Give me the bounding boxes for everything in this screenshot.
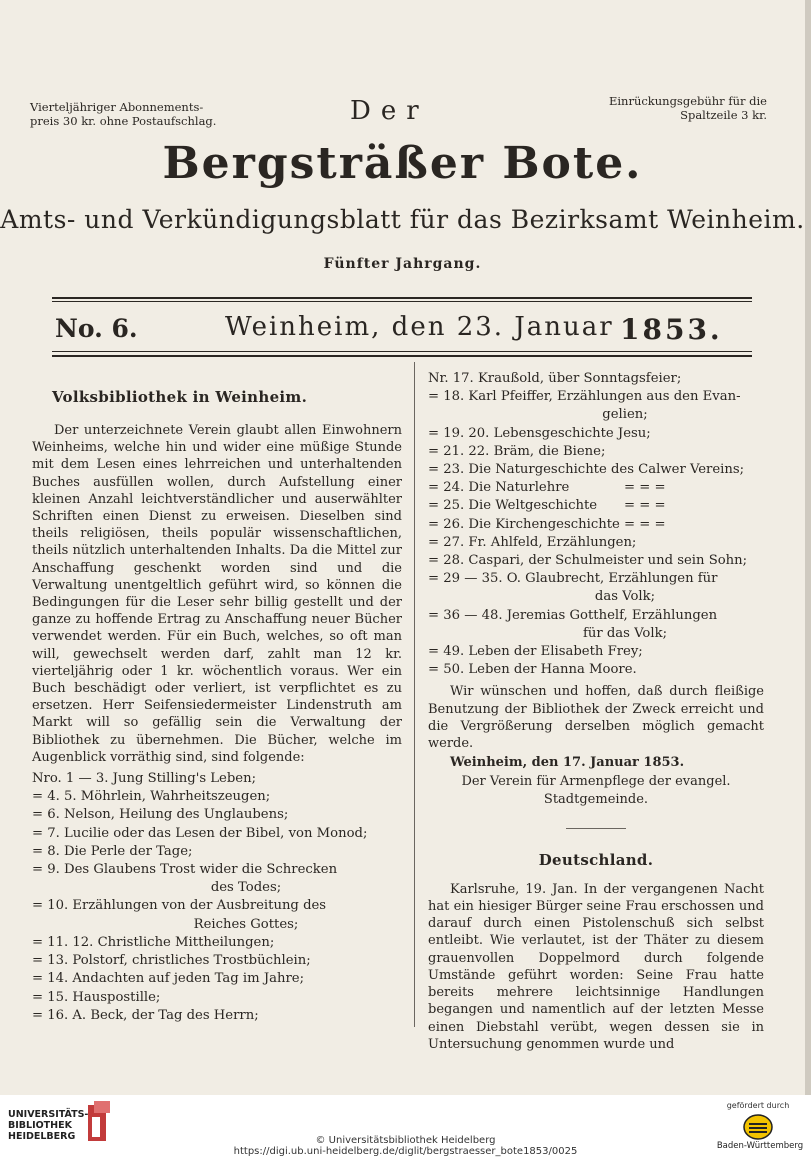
- library-footer: [0, 1095, 811, 1157]
- article-paragraph: Der unterzeichnete Verein glaubt allen Einwohnern Weinheims, welche hin und wider eine müßige Stunde mit dem Lesen eines lehrreichen und unterhaltenden Buches ausfüllen wollen, durch Aufstellung einer kleinen Anzahl leichtverständlicher und auserwählter Schriften einen Dienst zu erweisen. Dieselben sind theils religiösen, theils populär wissenschaftlichen, theils nützlich unterhaltenden Inhalts. Da die Mittel zur Anschaffung geschenkt worden sind und die Verwaltung unentgeltlich geführt wird, so können die Bedingungen für die Leser sehr billig gestellt und der ganze zu hoffende Ertrag zu Anschaffung neuer Bücher verwendet werden. Für ein Buch, welches, so oft man will, gewechselt werden darf, zahlt man 12 kr. vierteljährig oder 1 kr. wöchentlich voraus. Wer ein Buch beschädigt oder verliert, ist verpflichtet es zu ersetzen. Herr Seifensiedermeister Lindenstruth am Markt will so gefällig sein die Verwaltung der Bibliothek zu übernehmen. Die Bücher, welche im Augenblick vorräthig sind, sind folgende:: [32, 423, 402, 765]
- ditto-marks: = = =: [624, 498, 666, 514]
- ditto-marks: = = =: [624, 480, 666, 496]
- masthead-title: Bergsträßer Bote.: [162, 138, 643, 189]
- state-coat-of-arms-icon: [742, 1113, 774, 1141]
- list-item: = 4. 5. Möhrlein, Wahrheitszeugen;: [32, 789, 271, 805]
- permalink[interactable]: https://digi.ub.uni-heidelberg.de/diglit/bergstraesser_bote1853/0025: [233, 1146, 578, 1157]
- list-item: = 8. Die Perle der Tage;: [32, 843, 193, 859]
- header-rule: [52, 351, 752, 352]
- list-item-text: = 25. Die Weltgeschichte: [428, 498, 598, 514]
- list-item: [428, 516, 764, 534]
- list-item: = 29 — 35. O. Glaubrecht, Erzählungen für: [428, 571, 718, 587]
- list-item: = 11. 12. Christliche Mittheilungen;: [32, 934, 275, 950]
- header-rule: [52, 301, 752, 302]
- list-item-continuation: gelien;: [602, 407, 648, 423]
- issue-place-date: Weinheim, den 23. Januar: [225, 312, 614, 342]
- advertising-rate-note: Einrückungsgebühr für die Spaltzeile 3 kr.: [608, 94, 767, 122]
- funder-name: Baden-Württemberg: [716, 1141, 804, 1151]
- volume-label: Fünfter Jahrgang.: [323, 256, 482, 272]
- masthead-article: Der: [350, 96, 429, 126]
- list-item: = 14. Andachten auf jeden Tag im Jahre;: [32, 971, 305, 987]
- list-item: [428, 497, 764, 515]
- ditto-marks: = = =: [624, 516, 666, 532]
- column-divider: [414, 362, 415, 1027]
- list-item: = 9. Des Glaubens Trost wider die Schrecken: [32, 862, 338, 878]
- list-item: = 49. Leben der Elisabeth Frey;: [428, 644, 643, 660]
- page-edge: [805, 0, 811, 1095]
- section-heading: Deutschland.: [538, 850, 654, 869]
- list-item: Nro. 1 — 3. Jung Stilling's Leben;: [32, 771, 257, 787]
- right-column: [428, 370, 764, 1053]
- list-item: = 36 — 48. Jeremias Gotthelf, Erzählungen: [428, 607, 718, 623]
- list-item: = 23. Die Naturgeschichte des Calwer Vereins;: [428, 462, 745, 478]
- subscription-note: Vierteljähriger Abonnements-preis 30 kr. ohne Postaufschlag.: [30, 100, 217, 128]
- funding-label: gefördert durch: [726, 1101, 790, 1110]
- list-item-text: = 26. Die Kirchengeschichte: [428, 516, 620, 532]
- issue-number: No. 6.: [55, 314, 138, 343]
- signature-date: Weinheim, den 17. Januar 1853.: [450, 755, 685, 771]
- list-item-continuation: Reiches Gottes;: [193, 916, 299, 932]
- news-paragraph: Karlsruhe, 19. Jan. In der vergangenen Nacht hat ein hiesiger Bürger seine Frau erschossen und darauf durch einen Pistolenschuß sich selbst entleibt. Wie verlautet, ist der Thäter zu diesem grauenvollen Doppelmord durch folgende Umstände geführt worden: Seine Frau hatte bereits mehrere leichtsinnige Handlungen begangen und namentlich auf der letzten Messe einen Diebstahl verübt, wegen dessen sie in Untersuchung genommen wurde und: [428, 881, 764, 1052]
- left-column: [32, 370, 402, 1025]
- list-item: = 16. A. Beck, der Tag des Herrn;: [32, 1007, 259, 1023]
- list-item-continuation: des Todes;: [210, 880, 282, 896]
- closing-paragraph: Wir wünschen und hoffen, daß durch fleißige Benutzung der Bibliothek der Zweck erreicht und die Vergrößerung derselben möglich gemacht werde.: [428, 684, 764, 752]
- list-item: = 7. Lucilie oder das Lesen der Bibel, von Monod;: [32, 825, 368, 841]
- copyright-notice: © Universitätsbibliothek Heidelberg: [315, 1135, 496, 1146]
- header-rule: [52, 355, 752, 357]
- issue-year: 1853.: [620, 313, 723, 346]
- list-item: = 10. Erzählungen von der Ausbreitung des: [32, 898, 327, 914]
- list-item: Nr. 17. Kraußold, über Sonntagsfeier;: [428, 371, 682, 386]
- header-rule: [52, 297, 752, 299]
- library-name: UNIVERSITÄTS- BIBLIOTHEK HEIDELBERG: [8, 1109, 89, 1142]
- list-item-continuation: für das Volk;: [582, 625, 668, 641]
- article-heading: Volksbibliothek in Weinheim.: [52, 388, 308, 406]
- list-item: [428, 479, 764, 497]
- list-item: = 19. 20. Lebensgeschichte Jesu;: [428, 425, 651, 441]
- list-item: = 15. Hauspostille;: [32, 989, 161, 1005]
- signature: Der Verein für Armenpflege der evangel. Stadtgemeinde.: [461, 774, 731, 807]
- list-item: = 50. Leben der Hanna Moore.: [428, 662, 637, 678]
- book-list: [32, 770, 402, 1025]
- list-item-continuation: das Volk;: [594, 589, 656, 605]
- list-item: = 21. 22. Bräm, die Biene;: [428, 443, 606, 459]
- masthead-subtitle: Amts- und Verkündigungsblatt für das Bezirksamt Weinheim.: [0, 205, 805, 234]
- list-item: = 27. Fr. Ahlfeld, Erzählungen;: [428, 534, 637, 550]
- list-item: = 13. Polstorf, christliches Trostbüchlein;: [32, 953, 311, 969]
- list-item: = 6. Nelson, Heilung des Unglaubens;: [32, 807, 289, 823]
- section-separator: [566, 828, 626, 829]
- list-item-text: = 24. Die Naturlehre: [428, 480, 570, 496]
- list-item: = 18. Karl Pfeiffer, Erzählungen aus den Evan-: [428, 389, 741, 405]
- list-item: = 28. Caspari, der Schulmeister und sein Sohn;: [428, 553, 748, 569]
- book-list-continued: [428, 370, 764, 679]
